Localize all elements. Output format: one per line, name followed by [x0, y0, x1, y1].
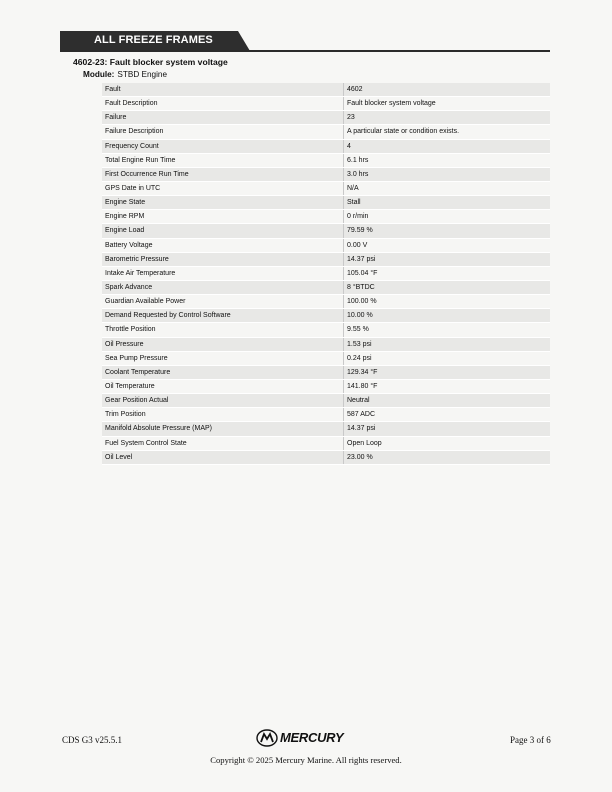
- table-row: [102, 365, 550, 379]
- table-row: [102, 210, 550, 224]
- row-label: Engine RPM: [102, 210, 344, 224]
- freeze-frame-table: [102, 83, 550, 465]
- row-label: First Occurrence Run Time: [102, 167, 344, 181]
- table-row: [102, 139, 550, 153]
- row-label: Throttle Position: [102, 323, 344, 337]
- row-value: 3.0 hrs: [344, 167, 551, 181]
- row-value: 100.00 %: [344, 295, 551, 309]
- row-value: 0.00 V: [344, 238, 551, 252]
- row-value: Stall: [344, 196, 551, 210]
- section-title: ALL FREEZE FRAMES: [94, 34, 213, 46]
- row-value: 4: [344, 139, 551, 153]
- row-label: Oil Level: [102, 450, 344, 464]
- table-row: [102, 83, 550, 97]
- row-value: Neutral: [344, 394, 551, 408]
- mercury-emblem-icon: [256, 729, 278, 747]
- row-label: Failure Description: [102, 125, 344, 139]
- row-value: 9.55 %: [344, 323, 551, 337]
- row-value: 23.00 %: [344, 450, 551, 464]
- row-value: N/A: [344, 181, 551, 195]
- row-value: Fault blocker system voltage: [344, 97, 551, 111]
- table-row: [102, 280, 550, 294]
- table-row: [102, 266, 550, 280]
- table-row: [102, 111, 550, 125]
- software-version: CDS G3 v25.5.1: [62, 735, 123, 745]
- table-row: [102, 295, 550, 309]
- row-value: 0 r/min: [344, 210, 551, 224]
- row-label: Fuel System Control State: [102, 436, 344, 450]
- row-value: 105.04 °F: [344, 266, 551, 280]
- page-number: Page 3 of 6: [510, 735, 551, 745]
- row-value: 8 °BTDC: [344, 280, 551, 294]
- row-label: Spark Advance: [102, 280, 344, 294]
- module-label: Module:: [83, 70, 115, 79]
- row-label: Engine Load: [102, 224, 344, 238]
- row-label: Total Engine Run Time: [102, 153, 344, 167]
- row-label: Oil Temperature: [102, 379, 344, 393]
- row-label: Barometric Pressure: [102, 252, 344, 266]
- table-row: [102, 450, 550, 464]
- row-value: 14.37 psi: [344, 422, 551, 436]
- row-value: 4602: [344, 83, 551, 97]
- table-row: [102, 224, 550, 238]
- module-line: [83, 70, 167, 79]
- row-label: Engine State: [102, 196, 344, 210]
- table-row: [102, 153, 550, 167]
- row-label: Gear Position Actual: [102, 394, 344, 408]
- row-label: Fault Description: [102, 97, 344, 111]
- row-label: Fault: [102, 83, 344, 97]
- header-rule: [60, 50, 550, 52]
- row-label: Intake Air Temperature: [102, 266, 344, 280]
- row-label: Manifold Absolute Pressure (MAP): [102, 422, 344, 436]
- mercury-logo: [256, 729, 366, 747]
- table-row: [102, 351, 550, 365]
- row-label: Coolant Temperature: [102, 365, 344, 379]
- table-row: [102, 422, 550, 436]
- row-label: Guardian Available Power: [102, 295, 344, 309]
- row-value: Open Loop: [344, 436, 551, 450]
- row-label: Failure: [102, 111, 344, 125]
- row-label: Demand Requested by Control Software: [102, 309, 344, 323]
- row-value: 1.53 psi: [344, 337, 551, 351]
- row-label: Oil Pressure: [102, 337, 344, 351]
- row-value: 587 ADC: [344, 408, 551, 422]
- row-label: Frequency Count: [102, 139, 344, 153]
- row-value: 14.37 psi: [344, 252, 551, 266]
- copyright-notice: Copyright © 2025 Mercury Marine. All rights reserved.: [210, 755, 402, 765]
- row-label: GPS Date in UTC: [102, 181, 344, 195]
- row-value: A particular state or condition exists.: [344, 125, 551, 139]
- freeze-frame-rows: [102, 83, 550, 464]
- row-value: 23: [344, 111, 551, 125]
- table-row: [102, 323, 550, 337]
- table-row: [102, 252, 550, 266]
- module-value: STBD Engine: [117, 70, 167, 79]
- table-row: [102, 337, 550, 351]
- section-header: [60, 31, 250, 51]
- row-label: Battery Voltage: [102, 238, 344, 252]
- table-row: [102, 97, 550, 111]
- table-row: [102, 125, 550, 139]
- row-value: 141.80 °F: [344, 379, 551, 393]
- row-value: 79.59 %: [344, 224, 551, 238]
- table-row: [102, 436, 550, 450]
- row-value: 10.00 %: [344, 309, 551, 323]
- table-row: [102, 379, 550, 393]
- table-row: [102, 196, 550, 210]
- logo-wordmark: MERCURY: [280, 730, 344, 745]
- table-row: [102, 238, 550, 252]
- row-value: 6.1 hrs: [344, 153, 551, 167]
- row-value: 129.34 °F: [344, 365, 551, 379]
- fault-title: 4602-23: Fault blocker system voltage: [73, 57, 228, 67]
- row-value: 0.24 psi: [344, 351, 551, 365]
- table-row: [102, 167, 550, 181]
- table-row: [102, 181, 550, 195]
- table-row: [102, 408, 550, 422]
- row-label: Trim Position: [102, 408, 344, 422]
- row-label: Sea Pump Pressure: [102, 351, 344, 365]
- table-row: [102, 309, 550, 323]
- table-row: [102, 394, 550, 408]
